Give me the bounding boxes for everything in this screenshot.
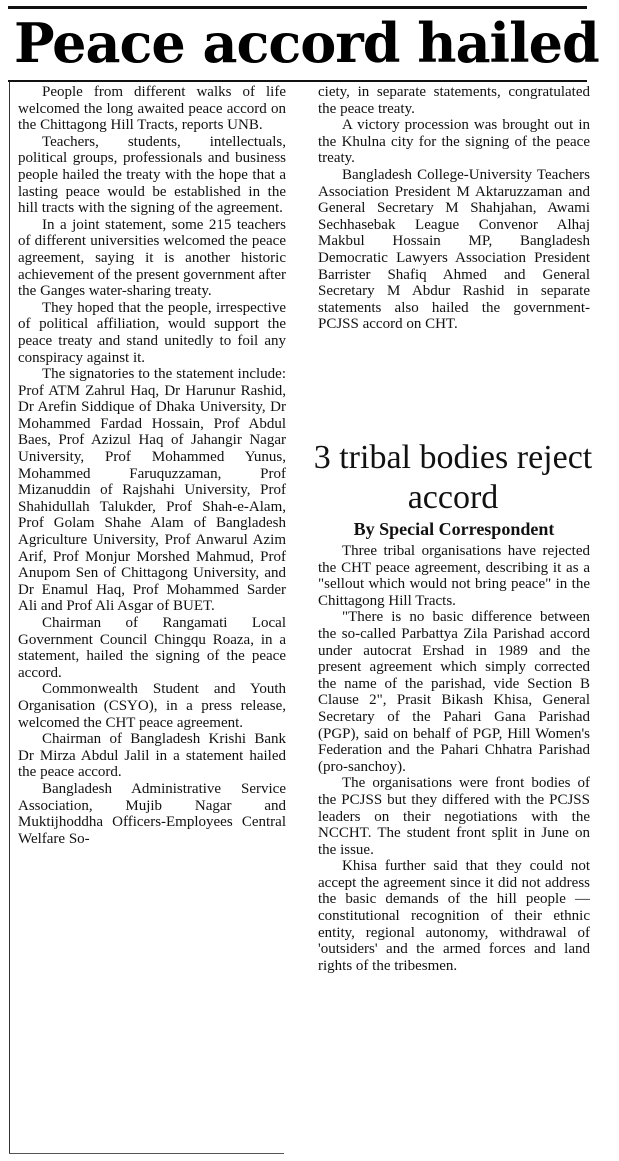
article-paragraph: Three tribal organisations have rejected the CHT peace agreement, describing it as a "sellout which would not bring peace" in the Chittagong Hill Tracts. — [318, 543, 590, 609]
bottom-frame-rule — [9, 1153, 284, 1154]
article-paragraph: Commonwealth Student and Youth Organisation (CSYO), in a press release, welcomed the CHT peace agreement. — [18, 681, 286, 731]
main-headline: Peace accord hailed — [14, 11, 599, 75]
second-article-headline: 3 tribal bodies reject accord — [313, 439, 593, 516]
article-paragraph: The organisations were front bodies of the PCJSS but they differed with the PCJSS leaders on their negotiations with the NCCHT. The student front split in June on the issue. — [318, 775, 590, 858]
article-paragraph: The signatories to the statement include: Prof ATM Zahrul Haq, Dr Harunur Rashid, Dr Arefin Siddique of Dhaka University, Dr Mohammed Fardad Hossain, Prof Abdul Baes, Prof Azizul Haq of Jahangir Nagar University, Prof Mohammed Yunus, Mohammed Faruquzzaman, Prof Mizanuddin of Rajshahi University, Prof Shahidullah Talukder, Prof Shah-e-Alam, Prof Golam Shahe Alam of Bangladesh Agriculture University, Prof Anwarul Azim Arif, Prof Monjur Morshed Mahmud, Prof Anupom Sen of Chittagong University, and Dr Enamul Haq, Prof Mohammed Sarder Ali and Prof Ali Asgar of BUET. — [18, 366, 286, 615]
article-paragraph: "There is no basic difference between the so-called Parbattya Zila Parishad accord under autocrat Ershad in 1989 and the present agreement which simply corrected the name of the parishad, vide Section B Clause 2", Prasit Bikash Khisa, General Secretary of the Pahari Gana Parishad (PGP), said on behalf of PGP, Hill Women's Federation and the Pahari Chhatra Parishad (pro-sanchoy). — [318, 609, 590, 775]
article-paragraph: People from different walks of life welcomed the long awaited peace accord on the Chittagong Hill Tracts, reports UNB. — [18, 84, 286, 134]
main-article-right-column — [318, 84, 590, 412]
headline-rule — [8, 80, 587, 82]
byline: By Special Correspondent — [353, 519, 555, 539]
article-paragraph: Bangladesh Administrative Service Association, Mujib Nagar and Muktijhoddha Officers-Employees Central Welfare So- — [18, 780, 286, 847]
article-paragraph: In a joint statement, some 215 teachers of different universities welcomed the peace agreement, saying it is another historic achievement of the present government after the Ganges water-sharing treaty. — [18, 216, 286, 300]
article-paragraph: Teachers, students, intellectuals, political groups, professionals and business people hailed the treaty with the hope that a lasting peace would be established in the hill tracts with the signing of the agreement. — [18, 133, 286, 217]
article-paragraph: Chairman of Rangamati Local Government Council Chingqu Roaza, in a statement, hailed the signing of the peace accord. — [18, 615, 286, 681]
article-paragraph: Khisa further said that they could not accept the agreement since it did not address the basic demands of the hill people — constitutional recognition of their ethnic entity, regional autonomy, withdrawal of 'outsiders' and the armed forces and land rights of the tribesmen. — [318, 858, 590, 974]
article-paragraph: Chairman of Bangladesh Krishi Bank Dr Mirza Abdul Jalil in a statement hailed the peace accord. — [18, 731, 286, 781]
article-paragraph: A victory procession was brought out in the Khulna city for the signing of the peace treaty. — [318, 117, 590, 167]
second-article-body — [318, 543, 590, 1143]
article-paragraph: ciety, in separate statements, congratulated the peace treaty. — [318, 84, 590, 117]
top-rule — [8, 6, 587, 9]
main-article-left-column — [18, 84, 286, 1150]
article-paragraph: They hoped that the people, irrespective of political affiliation, would support the peace treaty and stand unitedly to foil any conspiracy against it. — [18, 299, 286, 366]
article-paragraph: Bangladesh College-University Teachers Association President M Aktaruzzaman and General Secretary M Shahjahan, Awami Sechhasebak League Convenor Alhaj Makbul Hossain MP, Bangladesh Democratic Lawyers Association President Barrister Shafiq Ahmed and General Secretary M Abdur Rashid in separate statements also hailed the government-PCJSS accord on CHT. — [318, 166, 590, 333]
left-frame-rule — [9, 82, 10, 1154]
